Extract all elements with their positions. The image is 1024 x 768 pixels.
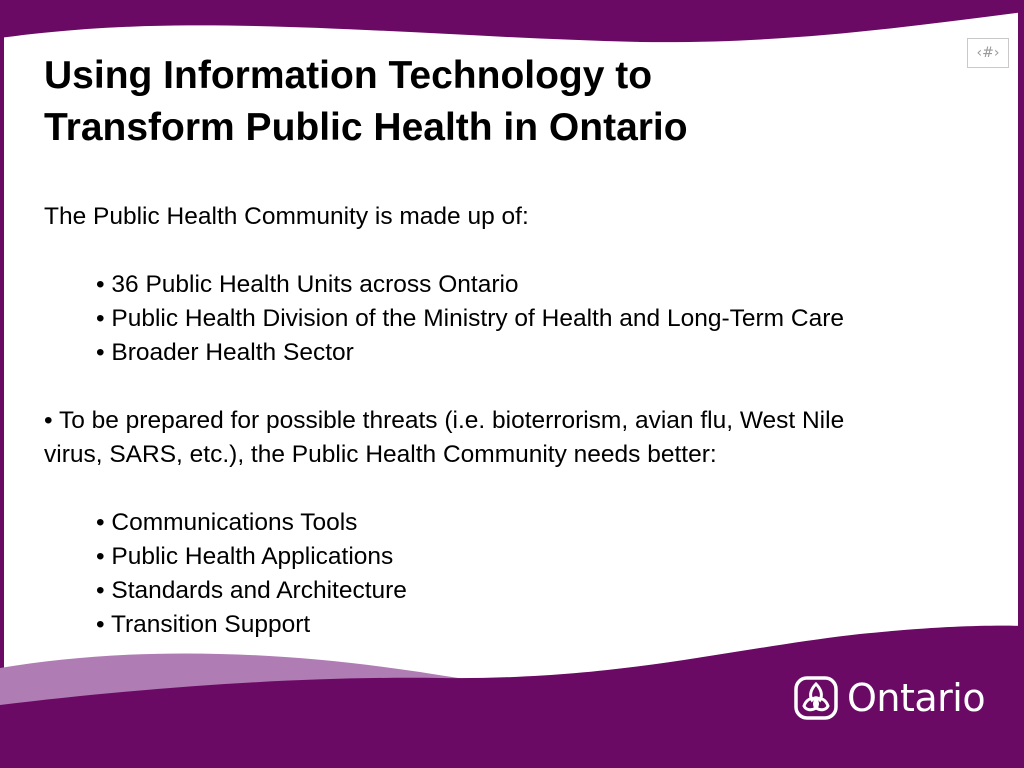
threat-line-2: virus, SARS, etc.), the Public Health Community needs better: [44, 441, 717, 468]
slide-number-placeholder: ‹#› [967, 38, 1009, 68]
ontario-logo [793, 672, 993, 724]
title-line-2: Transform Public Health in Ontario [44, 106, 688, 149]
list-item: • Transition Support [96, 611, 311, 638]
list-item: • Broader Health Sector [96, 339, 354, 366]
list-item: • Public Health Division of the Ministry of Health and Long-Term Care [96, 305, 844, 332]
bottom-border [0, 762, 1024, 768]
threat-line-1: • To be prepared for possible threats (i.e. bioterrorism, avian flu, West Nile [44, 407, 845, 434]
logo-wordmark: Ontario [847, 676, 986, 720]
top-wave-band [0, 0, 1024, 42]
threat-paragraph [44, 404, 984, 472]
community-members-list [96, 268, 1024, 370]
trillium-icon [793, 675, 839, 721]
intro-text: The Public Health Community is made up of: [44, 203, 529, 230]
list-item: • Standards and Architecture [96, 577, 407, 604]
title-line-1: Using Information Technology to [44, 54, 653, 97]
needs-list [96, 506, 1024, 642]
list-item: • Communications Tools [96, 509, 358, 536]
left-border [0, 0, 4, 768]
list-item: • 36 Public Health Units across Ontario [96, 271, 519, 298]
page-title [44, 50, 944, 154]
list-item: • Public Health Applications [96, 543, 394, 570]
